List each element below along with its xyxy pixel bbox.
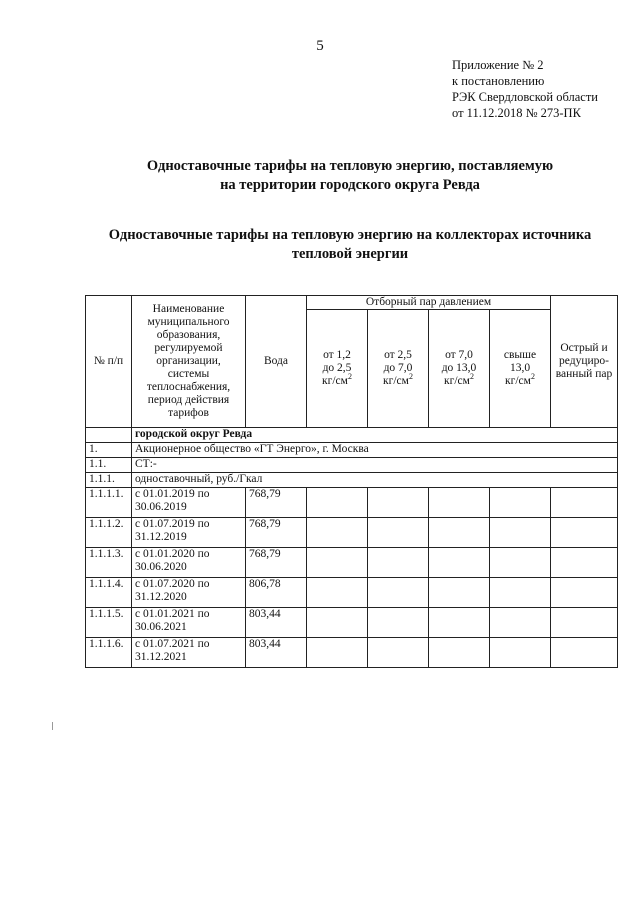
header-hot-steam: Острый и редуциро-ванный пар: [551, 296, 618, 428]
header-steam-3: [429, 310, 490, 428]
cell-empty: [490, 488, 551, 518]
row-period: [132, 638, 246, 668]
page-number: 5: [316, 38, 324, 54]
cell-empty: [429, 608, 490, 638]
type-name: одноставочный, руб./Гкал: [132, 473, 618, 488]
table-row-type: [86, 473, 618, 488]
period-text: с 01.07.2020 по 31.12.2020: [135, 578, 210, 603]
header-steam-4-value: 13,0: [509, 362, 531, 374]
cell-empty: [368, 518, 429, 548]
unit-sup: 2: [347, 372, 352, 382]
scan-mark: [52, 722, 53, 730]
header-steam-4-from: свыше: [503, 349, 537, 361]
cell-empty: [490, 518, 551, 548]
appendix-line: к постановлению: [452, 74, 545, 88]
table-row-system: [86, 458, 618, 473]
cell-empty: [307, 608, 368, 638]
row-water: 768,79: [246, 488, 307, 518]
system-num: 1.1.: [86, 458, 132, 473]
row-num: 1.1.1.4.: [86, 578, 132, 608]
main-title: [60, 157, 640, 195]
header-water: Вода: [246, 296, 307, 428]
table-row-org: [86, 443, 618, 458]
cell-empty: [490, 608, 551, 638]
header-steam-1-from: от 1,2: [323, 349, 351, 361]
cell-empty: [551, 608, 618, 638]
header-steam-4-unit: кг/см: [505, 375, 531, 387]
unit-sup: 2: [408, 372, 413, 382]
table-row: [86, 578, 618, 608]
row-period: [132, 488, 246, 518]
cell-empty: [307, 578, 368, 608]
header-steam-3-to: до 13,0: [441, 362, 477, 374]
header-steam-3-from: от 7,0: [445, 349, 473, 361]
header-num: № п/п: [86, 296, 132, 428]
period-text: с 01.07.2021 по 31.12.2021: [135, 638, 210, 663]
org-num: 1.: [86, 443, 132, 458]
header-steam-2: [368, 310, 429, 428]
row-water: 768,79: [246, 548, 307, 578]
cell-empty: [551, 518, 618, 548]
cell-empty: [368, 638, 429, 668]
cell-empty: [307, 518, 368, 548]
cell-empty: [490, 548, 551, 578]
table-row: [86, 638, 618, 668]
main-title-line: на территории городского округа Ревда: [220, 177, 480, 193]
header-steam-2-from: от 2,5: [384, 349, 412, 361]
row-water: 803,44: [246, 638, 307, 668]
type-num: 1.1.1.: [86, 473, 132, 488]
row-water: 806,78: [246, 578, 307, 608]
table-row-region: [86, 428, 618, 443]
cell-empty: [551, 638, 618, 668]
cell-empty: [551, 488, 618, 518]
period-text: с 01.01.2021 по 30.06.2021: [135, 608, 210, 633]
cell-empty: [368, 608, 429, 638]
header-steam-4: [490, 310, 551, 428]
row-water: 768,79: [246, 518, 307, 548]
cell-empty: [368, 578, 429, 608]
cell-empty: [86, 428, 132, 443]
table-row: [86, 488, 618, 518]
row-num: 1.1.1.2.: [86, 518, 132, 548]
header-steam-2-unit: кг/см: [383, 375, 409, 387]
row-num: 1.1.1.1.: [86, 488, 132, 518]
period-text: с 01.01.2019 по 30.06.2019: [135, 488, 210, 513]
header-steam-1: [307, 310, 368, 428]
tariff-table: [85, 295, 618, 668]
table-row: [86, 548, 618, 578]
org-name: Акционерное общество «ГТ Энерго», г. Москва: [132, 443, 618, 458]
header-steam-1-to: до 2,5: [322, 362, 352, 374]
cell-empty: [429, 638, 490, 668]
appendix-line: РЭК Свердловской области: [452, 90, 598, 104]
cell-empty: [368, 488, 429, 518]
row-water: 803,44: [246, 608, 307, 638]
sub-title: [60, 226, 640, 264]
cell-empty: [307, 548, 368, 578]
cell-empty: [429, 578, 490, 608]
cell-empty: [307, 638, 368, 668]
header-steam-2-to: до 7,0: [383, 362, 413, 374]
unit-sup: 2: [469, 372, 474, 382]
row-period: [132, 578, 246, 608]
sub-title-line: Одноставочные тарифы на тепловую энергию на коллекторах источника: [108, 227, 592, 243]
period-text: с 01.01.2020 по 30.06.2020: [135, 548, 210, 573]
system-name: СТ:-: [132, 458, 618, 473]
header-steam-1-unit: кг/см: [322, 375, 348, 387]
cell-empty: [429, 548, 490, 578]
unit-sup: 2: [530, 372, 535, 382]
cell-empty: [490, 638, 551, 668]
cell-empty: [429, 518, 490, 548]
cell-empty: [429, 488, 490, 518]
row-period: [132, 548, 246, 578]
sub-title-line: тепловой энергии: [291, 246, 409, 262]
cell-empty: [551, 578, 618, 608]
header-steam-group: Отборный пар давлением: [307, 296, 551, 310]
main-title-line: Одноставочные тарифы на тепловую энергию, поставляемую: [146, 158, 554, 174]
row-period: [132, 518, 246, 548]
appendix-line: от 11.12.2018 № 273-ПК: [452, 106, 581, 120]
table-row: [86, 608, 618, 638]
row-period: [132, 608, 246, 638]
period-text: с 01.07.2019 по 31.12.2019: [135, 518, 210, 543]
table-row: [86, 518, 618, 548]
appendix-line: Приложение № 2: [452, 58, 544, 72]
row-num: 1.1.1.6.: [86, 638, 132, 668]
row-num: 1.1.1.5.: [86, 608, 132, 638]
header-name: Наименование муниципального образования, регулируемой организации, системы теплоснабжения, период действия тарифов: [132, 296, 246, 428]
cell-empty: [368, 548, 429, 578]
cell-empty: [490, 578, 551, 608]
header-steam-3-unit: кг/см: [444, 375, 470, 387]
appendix-block: [452, 57, 598, 121]
cell-empty: [551, 548, 618, 578]
region-name: городской округ Ревда: [132, 428, 618, 443]
cell-empty: [307, 488, 368, 518]
row-num: 1.1.1.3.: [86, 548, 132, 578]
table-header-row: [86, 296, 618, 310]
